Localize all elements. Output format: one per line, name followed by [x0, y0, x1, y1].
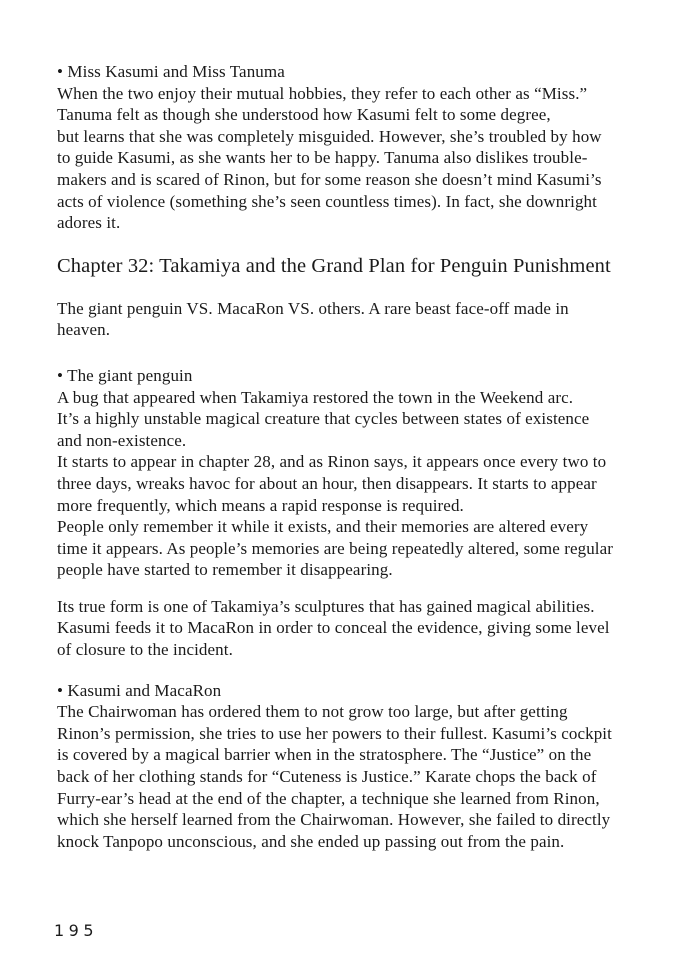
- chapter-intro-paragraph: [57, 298, 667, 341]
- text-line: A bug that appeared when Takamiya restored the town in the Weekend arc.: [57, 387, 574, 407]
- bullet-section-title: • The giant penguin: [57, 365, 193, 385]
- text-line: When the two enjoy their mutual hobbies, they refer to each other as “Miss.”: [57, 83, 588, 103]
- paragraph-true-form: [57, 596, 667, 661]
- text-line: Its true form is one of Takamiya’s sculptures that has gained magical abilities.: [57, 596, 595, 616]
- text-line: adores it.: [57, 213, 121, 233]
- text-line: time it appears. As people’s memories are being repeatedly altered, some regular: [57, 538, 614, 558]
- section-kasumi-macaron: [57, 680, 667, 853]
- section-giant-penguin: [57, 365, 667, 581]
- text-line: heaven.: [57, 320, 111, 340]
- text-line: back of her clothing stands for “Cuteness is Justice.” Karate chops the back of: [57, 767, 597, 787]
- text-line: people have started to remember it disappearing.: [57, 560, 393, 580]
- text-line: makers and is scared of Rinon, but for some reason she doesn’t mind Kasumi’s: [57, 169, 602, 189]
- text-line: which she herself learned from the Chairwoman. However, she failed to directly: [57, 810, 611, 830]
- text-line: Tanuma felt as though she understood how Kasumi felt to some degree,: [57, 105, 551, 125]
- text-line: It’s a highly unstable magical creature that cycles between states of existence: [57, 409, 590, 429]
- text-line: It starts to appear in chapter 28, and as Rinon says, it appears once every two to: [57, 452, 607, 472]
- page-number: 195: [54, 921, 99, 940]
- text-line: The giant penguin VS. MacaRon VS. others. A rare beast face-off made in: [57, 298, 569, 318]
- text-line: more frequently, which means a rapid response is required.: [57, 495, 464, 515]
- text-line: Rinon’s permission, she tries to use her powers to their fullest. Kasumi’s cockpit: [57, 723, 612, 743]
- text-line: to guide Kasumi, as she wants her to be happy. Tanuma also dislikes trouble-: [57, 148, 588, 168]
- bullet-section-title: • Kasumi and MacaRon: [57, 680, 222, 700]
- text-line: knock Tanpopo unconscious, and she ended up passing out from the pain.: [57, 831, 565, 851]
- text-line: and non-existence.: [57, 430, 187, 450]
- text-line: The Chairwoman has ordered them to not grow too large, but after getting: [57, 702, 568, 722]
- bullet-section-title: • Miss Kasumi and Miss Tanuma: [57, 62, 285, 81]
- text-line: is covered by a magical barrier when in the stratosphere. The “Justice” on the: [57, 745, 592, 765]
- text-line: of closure to the incident.: [57, 640, 233, 660]
- page-content: [57, 61, 667, 852]
- text-line: but learns that she was completely misguided. However, she’s troubled by how: [57, 126, 602, 146]
- text-line: Kasumi feeds it to MacaRon in order to conceal the evidence, giving some level: [57, 618, 610, 638]
- section-miss-kasumi-tanuma: [57, 61, 667, 234]
- chapter-heading: Chapter 32: Takamiya and the Grand Plan for Penguin Punishment: [57, 254, 611, 277]
- text-line: acts of violence (something she’s seen countless times). In fact, she downright: [57, 191, 597, 211]
- text-line: three days, wreaks havoc for about an hour, then disappears. It starts to appear: [57, 473, 597, 493]
- text-line: Furry-ear’s head at the end of the chapter, a technique she learned from Rinon,: [57, 788, 600, 808]
- text-line: People only remember it while it exists, and their memories are altered every: [57, 517, 589, 537]
